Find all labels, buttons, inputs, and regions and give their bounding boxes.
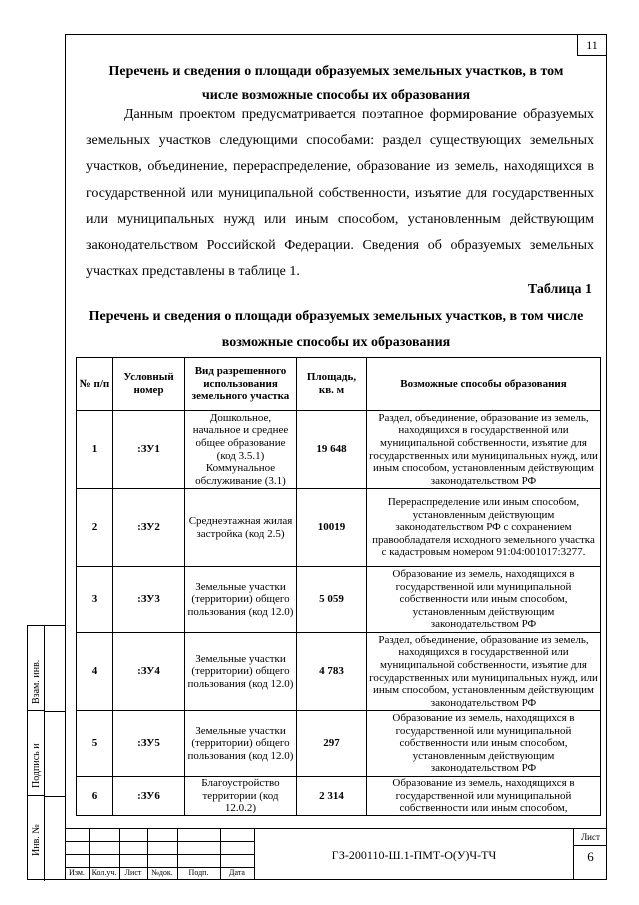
- cell-method: Образование из земель, находящихся в государственной или муниципальной собственности или иным способом, установленным действующим законодательством РФ: [367, 711, 601, 777]
- cell-code: :ЗУ5: [113, 711, 185, 777]
- cell-use: Благоустройство территории (код 12.0.2): [185, 777, 297, 816]
- title-block-grid: [65, 828, 254, 880]
- tb-label-list: Лист: [124, 868, 142, 877]
- sheet-box: [573, 828, 607, 880]
- table-row: [77, 633, 601, 711]
- table-row: [77, 567, 601, 633]
- cell-area: 5 059: [297, 567, 367, 633]
- header-use: Вид разрешенного использования земельного участка: [185, 358, 297, 411]
- cell-num: 5: [77, 711, 113, 777]
- cell-method: Образование из земель, находящихся в государственной или муниципальной собственности или иным способом,: [367, 777, 601, 816]
- cell-use: Среднеэтажная жилая застройка (код 2.5): [185, 489, 297, 567]
- tb-label-izm: Изм.: [69, 868, 85, 877]
- cell-area: 10019: [297, 489, 367, 567]
- cell-method: Раздел, объединение, образование из земель, находящихся в государственной или муниципальной собственности, изъятие для государственных или муниципальных нужд, или иным способом, установленным действующим законодательством РФ: [367, 411, 601, 489]
- side-label-podpis: Подпись и: [31, 743, 42, 788]
- land-plots-table: [76, 357, 601, 816]
- cell-area: 2 314: [297, 777, 367, 816]
- cell-use: Земельные участки (территории) общего пользования (код 12.0): [185, 633, 297, 711]
- sheet-number: 6: [587, 849, 594, 864]
- table-row: [77, 411, 601, 489]
- table-title: [66, 304, 606, 356]
- tb-label-koluch: Кол.уч.: [91, 868, 117, 877]
- cell-area: 4 783: [297, 633, 367, 711]
- side-label-inv: Инв. №: [31, 824, 42, 856]
- cell-code: :ЗУ4: [113, 633, 185, 711]
- cell-code: :ЗУ1: [113, 411, 185, 489]
- cell-use: Дошкольное, начальное и среднее общее образование (код 3.5.1) Коммунальное обслуживание (3.1): [185, 411, 297, 489]
- document-number: ГЗ-200110-Ш.1-ПМТ-О(У)Ч-ТЧ: [254, 828, 573, 880]
- table-title-line-2: возможные способы их образования: [221, 335, 451, 350]
- heading-line-2: числе возможные способы их образования: [201, 88, 471, 103]
- tb-label-data: Дата: [229, 868, 245, 877]
- table-row: [77, 489, 601, 567]
- table-label: Таблица 1: [527, 282, 592, 297]
- table-header-row: [77, 358, 601, 411]
- side-stamp: [27, 625, 65, 880]
- header-method: Возможные способы образования: [367, 358, 601, 411]
- cell-use: Земельные участки (территории) общего пользования (код 12.0): [185, 711, 297, 777]
- body-paragraph: [86, 102, 594, 285]
- cell-method: Раздел, объединение, образование из земель, находящихся в государственной или муниципальной собственности, изъятие для государственных или муниципальных нужд, или иным способом, установленным действующим законодательством РФ: [367, 633, 601, 711]
- header-area: Площадь, кв. м: [297, 358, 367, 411]
- cell-method: Перераспределение или иным способом, установленным действующим законодательством РФ с сохранением правообладателя исходного земельного участка с кадастровым номером 91:04:001017:3277.: [367, 489, 601, 567]
- header-code: Условный номер: [113, 358, 185, 411]
- cell-num: 6: [77, 777, 113, 816]
- cell-code: :ЗУ2: [113, 489, 185, 567]
- tb-label-podp: Подп.: [188, 868, 209, 877]
- header-num: № п/п: [77, 358, 113, 411]
- cell-code: :ЗУ6: [113, 777, 185, 816]
- heading-line-1: Перечень и сведения о площади образуемых земельных участков, в том: [108, 64, 564, 79]
- side-label-vzam: Взам. инв.: [31, 659, 42, 704]
- tb-label-ndok: №док.: [151, 868, 173, 877]
- cell-method: Образование из земель, находящихся в государственной или муниципальной собственности или иным способом, установленным действующим законодательством РФ: [367, 567, 601, 633]
- cell-num: 2: [77, 489, 113, 567]
- table-row: [77, 777, 601, 816]
- paragraph-text: Данным проектом предусматривается поэтапное формирование образуемых земельных участков следующими способами: раздел существующих земельных участков, объединение, перераспределение, образование из земель, находящихся в государственной или муниципальной собственности, изъятие для государственных или муниципальных нужд или иным способом, установленным действующим законодательством Российской Федерации. Сведения об образуемых земельных участках представлены в таблице 1.: [86, 107, 594, 280]
- table-title-line-1: Перечень и сведения о площади образуемых земельных участков, в том числе: [88, 309, 584, 324]
- cell-num: 3: [77, 567, 113, 633]
- title-block: [65, 828, 607, 880]
- cell-num: 1: [77, 411, 113, 489]
- cell-area: 19 648: [297, 411, 367, 489]
- page-frame: [65, 34, 607, 880]
- page-number-top: 11: [577, 35, 606, 56]
- cell-area: 297: [297, 711, 367, 777]
- cell-use: Земельные участки (территории) общего пользования (код 12.0): [185, 567, 297, 633]
- cell-code: :ЗУ3: [113, 567, 185, 633]
- cell-num: 4: [77, 633, 113, 711]
- table-row: [77, 711, 601, 777]
- sheet-label: Лист: [574, 829, 607, 846]
